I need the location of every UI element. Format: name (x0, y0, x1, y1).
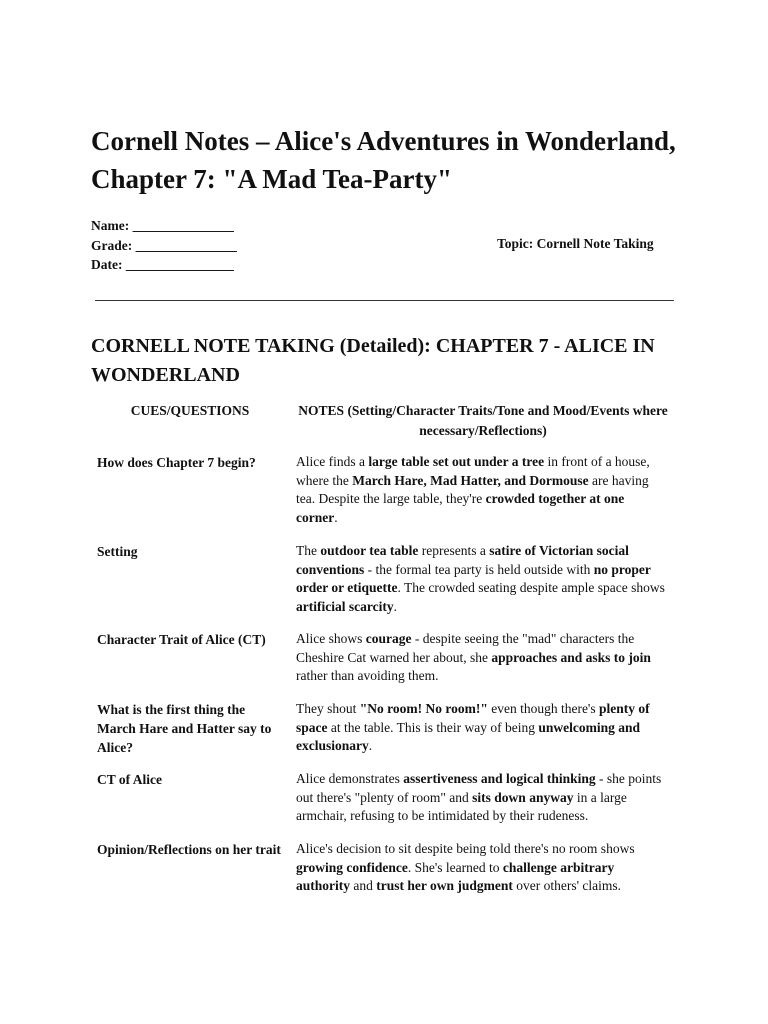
note-emphasis: sits down anyway (472, 789, 574, 805)
note-segment: - she points out there's "plenty of room" and (296, 771, 662, 805)
note-emphasis: unwelcoming and exclusionary (296, 719, 640, 754)
note-segment: - despite seeing the "mad" characters the Cheshire Cat warned her about, she (296, 631, 635, 665)
note-emphasis: large table set out under a tree (368, 454, 545, 469)
note-emphasis: challenge arbitrary authority (296, 859, 615, 894)
note-emphasis: artificial scarcity (296, 599, 394, 615)
note-text (296, 630, 666, 686)
note-segment: Alice shows (296, 631, 366, 646)
note-segment: Alice finds a (296, 454, 369, 469)
note-emphasis: outdoor tea table (320, 543, 419, 558)
note-segment: . (334, 510, 338, 526)
note-text (296, 542, 666, 617)
note-emphasis: approaches and asks to join (491, 649, 651, 665)
note-segment: . (368, 738, 373, 754)
note-emphasis: March Hare, Mad Hatter, and Dormouse (352, 472, 589, 488)
cue-text: CT of Alice (97, 772, 162, 787)
cue-text: Setting (97, 544, 138, 559)
note-text (296, 840, 666, 896)
note-emphasis: courage (365, 631, 412, 646)
topic-line: Topic: Cornell Note Taking (497, 236, 654, 251)
cue-text: What is the first thing the March Hare and Hatter say to Alice? (97, 702, 272, 755)
cue-text: Character Trait of Alice (CT) (97, 632, 266, 647)
note-segment: The (296, 543, 321, 558)
note-segment: represents a (418, 543, 490, 558)
date-line: Date: ________________ (91, 257, 234, 272)
note-emphasis: assertiveness and logical thinking (403, 771, 596, 786)
cues-column-header: CUES/QUESTIONS (130, 403, 250, 418)
note-segment: . The crowded seating despite ample space shows (397, 580, 665, 596)
name-line: Name: _______________ (91, 218, 234, 233)
note-segment: . She's learned to (407, 859, 503, 875)
grade-line: Grade: _______________ (91, 237, 237, 253)
note-segment: Alice's decision to sit despite being told there's no room shows (296, 841, 635, 856)
cue-text: How does Chapter 7 begin? (97, 455, 256, 470)
document-title: Cornell Notes – Alice's Adventures in Wonderland, Chapter 7: "A Mad Tea-Party" (91, 126, 676, 194)
horizontal-divider (95, 300, 674, 301)
note-text (296, 453, 666, 528)
note-segment: over others' claims. (512, 878, 622, 894)
note-segment: . (393, 599, 397, 615)
note-emphasis: "No room! No room!" (359, 701, 488, 716)
note-segment: rather than avoiding them. (296, 668, 439, 684)
note-segment: They shout (296, 701, 360, 716)
cue-text: Opinion/Reflections on her trait (97, 842, 281, 857)
note-segment: - the formal tea party is held outside with (364, 561, 594, 577)
note-segment: at the table. This is their way of being (327, 719, 539, 735)
note-emphasis: plenty of space (296, 701, 650, 735)
note-emphasis: trust her own judgment (376, 878, 513, 894)
note-text (296, 700, 666, 756)
note-emphasis: growing confidence (296, 859, 408, 875)
note-emphasis: satire of Victorian social conventions (296, 543, 629, 577)
note-segment: even though there's (487, 701, 599, 716)
note-segment: in front of a house, where the (296, 454, 650, 488)
note-emphasis: crowded together at one corner (296, 491, 625, 526)
note-segment: Alice demonstrates (296, 771, 404, 786)
note-segment: in a large armchair, refusing to be intimidated by their rudeness. (296, 789, 627, 824)
note-segment: are having tea. Despite the large table, they're (296, 472, 649, 507)
note-emphasis: no proper order or etiquette (296, 561, 651, 596)
note-segment: and (350, 878, 377, 894)
student-info (91, 216, 237, 275)
note-text (296, 770, 666, 826)
notes-column-header: NOTES (Setting/Character Traits/Tone and Mood/Events where necessary/Reflections) (298, 403, 668, 438)
section-title: CORNELL NOTE TAKING (Detailed): CHAPTER 7 - ALICE IN WONDERLAND (91, 335, 655, 386)
